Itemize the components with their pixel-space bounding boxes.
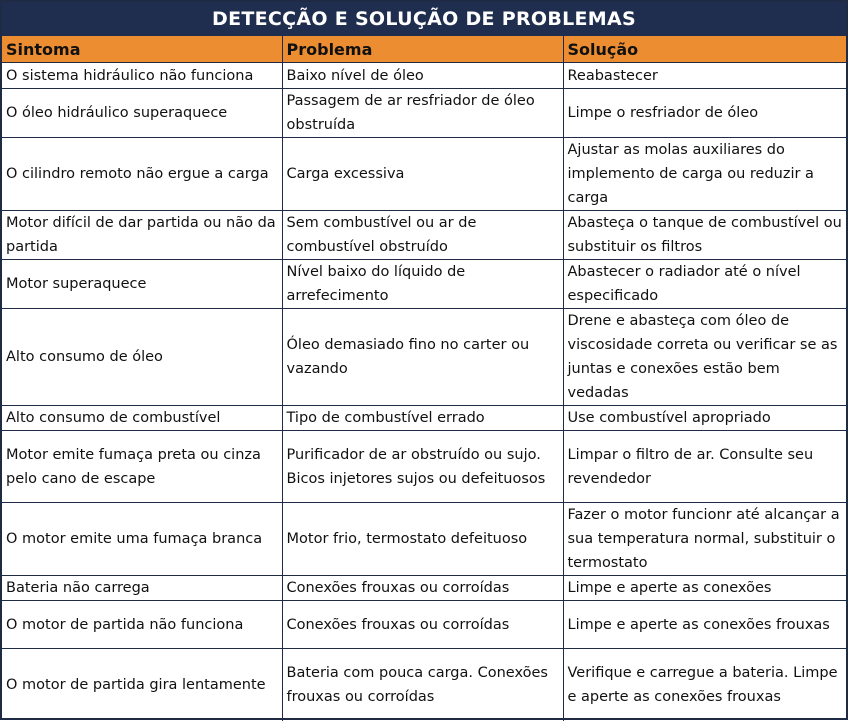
cell-problema: Passagem de ar resfriador de óleo obstruída	[282, 89, 563, 138]
cell-sintoma: O motor de partida não funciona	[2, 601, 282, 649]
cell-solucao: Verifique e carregue a bateria. Limpe e aperte as conexões frouxas	[563, 649, 846, 721]
table-row	[2, 431, 846, 503]
cell-solucao: Fazer o motor funcionr até alcançar a sua temperatura normal, substituir o termostato	[563, 503, 846, 576]
cell-sintoma: Motor emite fumaça preta ou cinza pelo cano de escape	[2, 431, 282, 503]
cell-sintoma: Alto consumo de óleo	[2, 309, 282, 406]
table-row	[2, 601, 846, 649]
cell-problema: Carga excessiva	[282, 138, 563, 211]
table-row	[2, 138, 846, 211]
cell-sintoma: Motor superaquece	[2, 260, 282, 309]
table-row	[2, 260, 846, 309]
cell-solucao: Drene e abasteça com óleo de viscosidade correta ou verificar se as juntas e conexões estão bem vedadas	[563, 309, 846, 406]
cell-sintoma: Alto consumo de combustível	[2, 406, 282, 431]
cell-solucao: Limpar o filtro de ar. Consulte seu revendedor	[563, 431, 846, 503]
cell-sintoma: Motor difícil de dar partida ou não da partida	[2, 211, 282, 260]
cell-problema: Purificador de ar obstruído ou sujo. Bicos injetores sujos ou defeituosos	[282, 431, 563, 503]
table-row	[2, 89, 846, 138]
cell-problema: Conexões frouxas ou corroídas	[282, 601, 563, 649]
table-row	[2, 406, 846, 431]
table-row	[2, 309, 846, 406]
table-row	[2, 503, 846, 576]
cell-solucao: Ajustar as molas auxiliares do implemento de carga ou reduzir a carga	[563, 138, 846, 211]
cell-solucao: Use combustível apropriado	[563, 406, 846, 431]
cell-solucao: Limpe o resfriador de óleo	[563, 89, 846, 138]
header-row	[2, 36, 846, 63]
table-row	[2, 576, 846, 601]
cell-problema: Bateria com pouca carga. Conexões frouxas ou corroídas	[282, 649, 563, 721]
cell-sintoma: O sistema hidráulico não funciona	[2, 63, 282, 89]
cell-problema: Nível baixo do líquido de arrefecimento	[282, 260, 563, 309]
cell-solucao: Limpe e aperte as conexões frouxas	[563, 601, 846, 649]
header-problema: Problema	[282, 36, 563, 63]
cell-problema: Sem combustível ou ar de combustível obstruído	[282, 211, 563, 260]
table-title: DETECÇÃO E SOLUÇÃO DE PROBLEMAS	[2, 2, 846, 36]
cell-sintoma: Bateria não carrega	[2, 576, 282, 601]
troubleshooting-table	[2, 36, 846, 721]
cell-sintoma: O cilindro remoto não ergue a carga	[2, 138, 282, 211]
cell-solucao: Abastecer o radiador até o nível especificado	[563, 260, 846, 309]
cell-solucao: Abasteça o tanque de combustível ou substituir os filtros	[563, 211, 846, 260]
cell-problema: Baixo nível de óleo	[282, 63, 563, 89]
header-solucao: Solução	[563, 36, 846, 63]
table-row	[2, 63, 846, 89]
cell-problema: Motor frio, termostato defeituoso	[282, 503, 563, 576]
cell-sintoma: O óleo hidráulico superaquece	[2, 89, 282, 138]
table-row	[2, 649, 846, 721]
cell-solucao: Reabastecer	[563, 63, 846, 89]
cell-problema: Tipo de combustível errado	[282, 406, 563, 431]
cell-sintoma: O motor emite uma fumaça branca	[2, 503, 282, 576]
cell-problema: Conexões frouxas ou corroídas	[282, 576, 563, 601]
header-sintoma: Sintoma	[2, 36, 282, 63]
cell-sintoma: O motor de partida gira lentamente	[2, 649, 282, 721]
table-row	[2, 211, 846, 260]
cell-problema: Óleo demasiado fino no carter ou vazando	[282, 309, 563, 406]
cell-solucao: Limpe e aperte as conexões	[563, 576, 846, 601]
